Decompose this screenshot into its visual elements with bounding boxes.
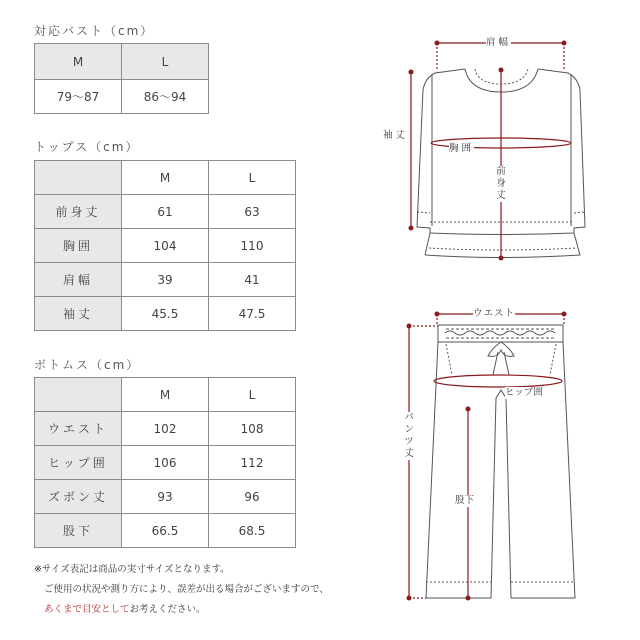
top-measurements [411, 43, 571, 258]
label-inseam: 股下 [455, 495, 475, 506]
tops-value-m: 45.5 [122, 297, 209, 331]
tops-value-m: 61 [122, 195, 209, 229]
bottoms-header-l: L [209, 378, 296, 412]
bust-header-m: M [35, 44, 122, 80]
tops-header-l: L [209, 161, 296, 195]
hip-measure [434, 375, 562, 387]
tops-label: 前身丈 [35, 195, 122, 229]
bottoms-value-l: 68.5 [209, 514, 296, 548]
label-sleeve: 袖丈 [383, 130, 409, 141]
tops-label: 胸囲 [35, 229, 122, 263]
bottoms-value-l: 96 [209, 480, 296, 514]
bottoms-title: ボトムス（cm） [34, 358, 141, 372]
bottoms-value-m: 93 [122, 480, 209, 514]
label-body-length: 前身丈 [496, 166, 506, 201]
bottoms-label: 股下 [35, 514, 122, 548]
bottoms-value-l: 108 [209, 412, 296, 446]
tops-value-m: 104 [122, 229, 209, 263]
bottoms-label: ヒップ囲 [35, 446, 122, 480]
tops-value-m: 39 [122, 263, 209, 297]
bottoms-value-m: 106 [122, 446, 209, 480]
note-line-3-rest: お考えください。 [129, 604, 206, 615]
note-highlight: あくまで目安として [44, 604, 130, 615]
tops-value-l: 110 [209, 229, 296, 263]
label-shoulder: 肩幅 [486, 37, 512, 48]
note-line-1: ※サイズ表記は商品の実寸サイズとなります。 [34, 564, 230, 575]
tops-title: トップス（cm） [34, 140, 140, 154]
label-chest: 胸囲 [449, 143, 475, 154]
bust-title: 対応バスト（cm） [34, 24, 155, 38]
bottoms-label: ウエスト [35, 412, 122, 446]
label-pants-length: パンツ丈 [404, 412, 414, 459]
bottoms-value-m: 66.5 [122, 514, 209, 548]
bottoms-header-m: M [122, 378, 209, 412]
tops-label: 肩幅 [35, 263, 122, 297]
bottoms-label: ズボン丈 [35, 480, 122, 514]
tops-value-l: 47.5 [209, 297, 296, 331]
bottom-garment-outline [426, 325, 575, 598]
tops-header-m: M [122, 161, 209, 195]
bottoms-value-l: 112 [209, 446, 296, 480]
tops-label: 袖丈 [35, 297, 122, 331]
note-line-2: ご使用の状況や測り方により、誤差が出る場合がございますので、 [44, 584, 329, 595]
bust-value-m: 79〜87 [35, 80, 122, 114]
label-hip: ヒップ囲 [505, 387, 543, 398]
label-waist: ウエスト [473, 308, 516, 319]
tops-value-l: 41 [209, 263, 296, 297]
bust-header-l: L [122, 44, 209, 80]
bust-value-l: 86〜94 [122, 80, 209, 114]
bottoms-value-m: 102 [122, 412, 209, 446]
tops-value-l: 63 [209, 195, 296, 229]
